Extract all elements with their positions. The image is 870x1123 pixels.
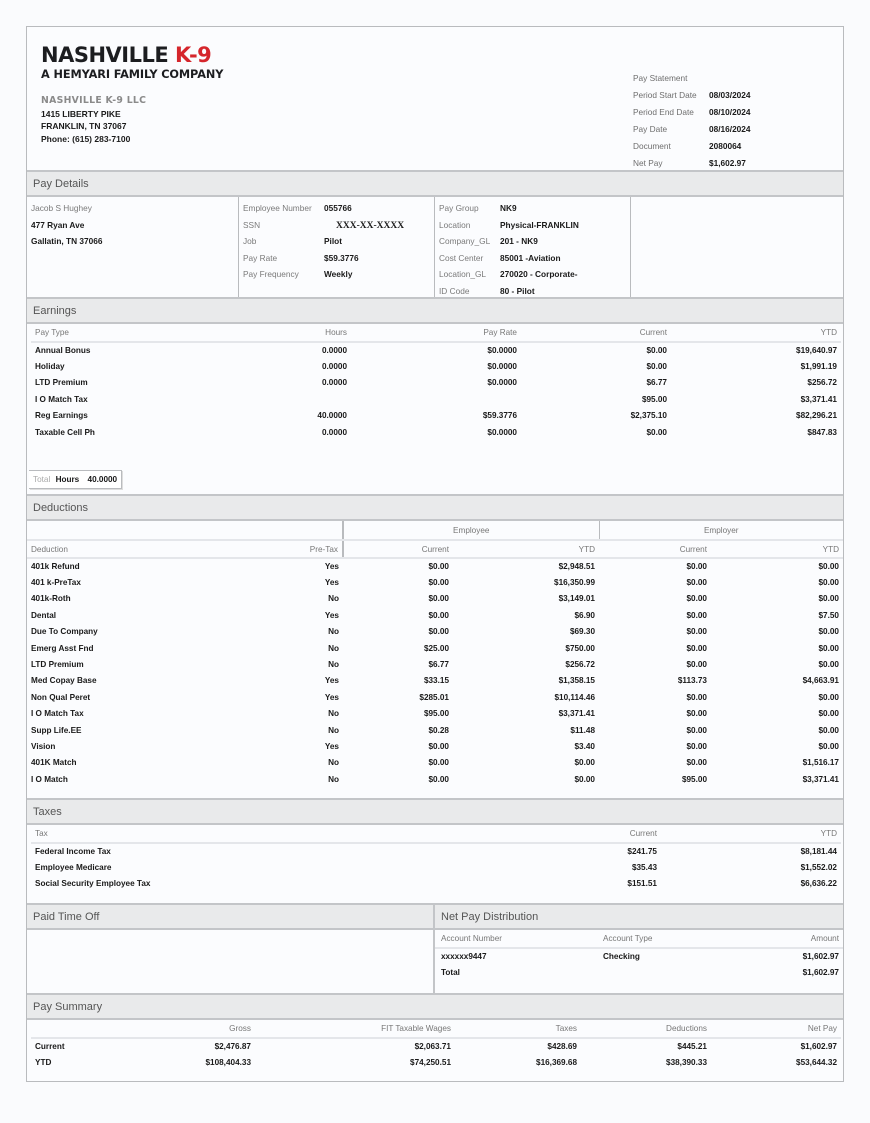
statement-header bbox=[27, 27, 843, 170]
pay-group-row: Pay Group NK9 bbox=[439, 203, 517, 213]
net-pay-value: $1,602.97 bbox=[709, 157, 746, 168]
distribution-total-amount: $1,602.97 bbox=[802, 968, 839, 978]
table-row: YTD $108,404.33 $74,250.51 $16,369.68 $38,390.33 $53,644.32 bbox=[35, 1058, 837, 1068]
empty-detail-column bbox=[631, 197, 843, 297]
table-row: Reg Earnings 40.0000 $59.3776 $2,375.10 $82,296.21 bbox=[35, 411, 837, 421]
pay-summary-table bbox=[31, 1020, 841, 1071]
location-row: Location Physical-FRANKLIN bbox=[439, 219, 579, 230]
taxes-table-wrap bbox=[31, 825, 841, 892]
table-row: LTD Premium 0.0000 $0.0000 $6.77 $256.72 bbox=[35, 378, 837, 388]
pay-summary-heading: Pay Summary bbox=[27, 993, 843, 1020]
account-amount: $1,602.97 bbox=[802, 952, 839, 962]
paid-time-off-heading: Paid Time Off bbox=[27, 903, 433, 930]
period-start-value: 08/03/2024 bbox=[709, 89, 751, 100]
table-row: Med Copay Base Yes $33.15 $1,358.15 $113.73 $4,663.91 bbox=[31, 676, 839, 686]
total-hours-box bbox=[29, 470, 122, 489]
col-employee-current: Current bbox=[343, 540, 453, 558]
employee-name: Jacob S Hughey bbox=[31, 203, 92, 213]
employee-address-line2: Gallatin, TN 37066 bbox=[31, 236, 103, 246]
earnings-heading: Earnings bbox=[27, 297, 843, 324]
net-pay-distribution-heading: Net Pay Distribution bbox=[435, 903, 843, 930]
col-pre-tax: Pre-Tax bbox=[257, 540, 343, 558]
employee-info-column bbox=[239, 197, 435, 297]
payroll-codes-column bbox=[435, 197, 631, 297]
company-address-line2: FRANKLIN, TN 37067 bbox=[41, 121, 127, 131]
pay-date-value: 08/16/2024 bbox=[709, 123, 751, 134]
table-row bbox=[435, 948, 843, 964]
job-row: Job Pilot bbox=[243, 236, 342, 246]
taxes-heading: Taxes bbox=[27, 798, 843, 825]
taxes-table bbox=[31, 825, 841, 892]
employee-group-header: Employee bbox=[343, 521, 599, 540]
table-row: Social Security Employee Tax $151.51 $6,636.22 bbox=[35, 879, 837, 889]
period-end-value: 08/10/2024 bbox=[709, 106, 751, 117]
table-row: Employee Medicare $35.43 $1,552.02 bbox=[35, 863, 837, 873]
pay-rate-row: Pay Rate $59.3776 bbox=[243, 252, 359, 263]
col-amount: Amount bbox=[739, 930, 843, 948]
table-row: Federal Income Tax $241.75 $8,181.44 bbox=[35, 847, 837, 857]
col-account-number: Account Number bbox=[435, 930, 599, 948]
col-employer-ytd: YTD bbox=[711, 540, 843, 558]
table-row: Taxable Cell Ph 0.0000 $0.0000 $0.00 $847.83 bbox=[35, 427, 837, 437]
total-hours-value: 40.0000 bbox=[87, 475, 118, 484]
pay-frequency-row: Pay Frequency Weekly bbox=[243, 269, 353, 279]
employee-address-line1: 477 Ryan Ave bbox=[31, 219, 85, 230]
total-label: Total bbox=[33, 475, 51, 484]
total-hours-label: Hours bbox=[55, 475, 80, 484]
col-gross: Gross bbox=[111, 1020, 255, 1038]
table-row: Due To Company No $0.00 $69.30 $0.00 $0.00 bbox=[31, 627, 839, 637]
statement-title: Pay Statement bbox=[633, 72, 688, 83]
col-account-type: Account Type bbox=[599, 930, 739, 948]
statement-summary bbox=[633, 69, 751, 171]
paid-time-off-panel bbox=[27, 903, 435, 993]
deductions-table-wrap bbox=[27, 521, 843, 787]
deductions-heading: Deductions bbox=[27, 494, 843, 521]
table-row: I O Match No $0.00 $0.00 $95.00 $3,371.41 bbox=[31, 774, 839, 784]
col-net-pay: Net Pay bbox=[711, 1020, 841, 1038]
col-taxes: Taxes bbox=[455, 1020, 581, 1038]
col-fit-taxable-wages: FIT Taxable Wages bbox=[255, 1020, 455, 1038]
table-row: Dental Yes $0.00 $6.90 $0.00 $7.50 bbox=[31, 610, 839, 620]
pto-and-distribution bbox=[27, 903, 843, 993]
company-gl-row: Company_GL 201 - NK9 bbox=[439, 236, 538, 246]
pay-details-heading: Pay Details bbox=[27, 170, 843, 197]
company-address-line1: 1415 LIBERTY PIKE bbox=[41, 108, 121, 119]
table-row: Supp Life.EE No $0.28 $11.48 $0.00 $0.00 bbox=[31, 725, 839, 735]
table-row: I O Match Tax No $95.00 $3,371.41 $0.00 $0.00 bbox=[31, 709, 839, 719]
table-row: Holiday 0.0000 $0.0000 $0.00 $1,991.19 bbox=[35, 362, 837, 372]
company-name: NASHVILLE K-9 LLC bbox=[41, 95, 147, 106]
table-row bbox=[435, 964, 843, 980]
table-row: I O Match Tax $95.00 $3,371.41 bbox=[35, 394, 837, 404]
col-tax-current: Current bbox=[531, 825, 661, 843]
col-tax: Tax bbox=[31, 825, 531, 843]
employee-address-column bbox=[27, 197, 239, 297]
col-employee-ytd: YTD bbox=[453, 540, 599, 558]
distribution-total-label: Total bbox=[441, 968, 460, 978]
table-row: Non Qual Peret Yes $285.01 $10,114.46 $0.00 $0.00 bbox=[31, 692, 839, 702]
document-row: Document 2080064 bbox=[633, 140, 742, 151]
table-row: 401 k-PreTax Yes $0.00 $16,350.99 $0.00 $0.00 bbox=[31, 578, 839, 588]
deductions-table bbox=[27, 521, 843, 787]
table-row: LTD Premium No $6.77 $256.72 $0.00 $0.00 bbox=[31, 660, 839, 670]
account-number: xxxxxx9447 bbox=[441, 952, 487, 962]
ssn-row: SSN XXX-XX-XXXX bbox=[243, 219, 405, 231]
table-row: Emerg Asst Fnd No $25.00 $750.00 $0.00 $0.00 bbox=[31, 643, 839, 653]
pay-details-panel bbox=[27, 197, 843, 297]
col-hours: Hours bbox=[251, 324, 351, 342]
table-row: 401k-Roth No $0.00 $3,149.01 $0.00 $0.00 bbox=[31, 594, 839, 604]
logo-wordmark: NASHVILLE K-9 bbox=[41, 43, 212, 67]
col-pay-rate: Pay Rate bbox=[351, 324, 521, 342]
table-row: 401K Match No $0.00 $0.00 $0.00 $1,516.17 bbox=[31, 758, 839, 768]
col-employer-current: Current bbox=[599, 540, 711, 558]
pay-date-row: Pay Date 08/16/2024 bbox=[633, 123, 751, 134]
table-row: Vision Yes $0.00 $3.40 $0.00 $0.00 bbox=[31, 741, 839, 751]
employer-group-header: Employer bbox=[599, 521, 843, 540]
earnings-table bbox=[31, 324, 841, 440]
period-start-row: Period Start Date 08/03/2024 bbox=[633, 89, 751, 100]
period-end-row: Period End Date 08/10/2024 bbox=[633, 106, 751, 117]
pay-statement-page bbox=[26, 26, 844, 1082]
earnings-table-wrap bbox=[31, 324, 841, 440]
company-address-block bbox=[41, 95, 146, 145]
table-row: 401k Refund Yes $0.00 $2,948.51 $0.00 $0.00 bbox=[31, 562, 839, 572]
col-current: Current bbox=[521, 324, 671, 342]
account-type: Checking bbox=[603, 952, 640, 962]
table-row: Annual Bonus 0.0000 $0.0000 $0.00 $19,640.97 bbox=[35, 346, 837, 356]
cost-center-row: Cost Center 85001 -Aviation bbox=[439, 252, 561, 263]
company-logo bbox=[41, 43, 223, 82]
net-pay-row: Net Pay $1,602.97 bbox=[633, 157, 746, 168]
pay-summary-table-wrap bbox=[31, 1020, 841, 1071]
company-phone: Phone: (615) 283-7100 bbox=[41, 133, 131, 144]
col-pay-type: Pay Type bbox=[31, 324, 251, 342]
location-gl-row: Location_GL 270020 - Corporate- bbox=[439, 269, 578, 279]
document-value: 2080064 bbox=[709, 140, 742, 151]
col-tax-ytd: YTD bbox=[661, 825, 841, 843]
net-pay-distribution-table bbox=[435, 930, 843, 981]
logo-accent: K-9 bbox=[175, 43, 212, 67]
table-row: Current $2,476.87 $2,063.71 $428.69 $445.21 $1,602.97 bbox=[35, 1042, 837, 1052]
employee-number-row: Employee Number 055766 bbox=[243, 203, 352, 213]
logo-tagline: A HEMYARI FAMILY COMPANY bbox=[41, 68, 224, 81]
net-pay-distribution-panel bbox=[435, 903, 843, 993]
col-deduction: Deduction bbox=[27, 540, 257, 558]
col-deductions: Deductions bbox=[581, 1020, 711, 1038]
col-ytd: YTD bbox=[671, 324, 841, 342]
id-code-row: ID Code 80 - Pilot bbox=[439, 285, 535, 296]
